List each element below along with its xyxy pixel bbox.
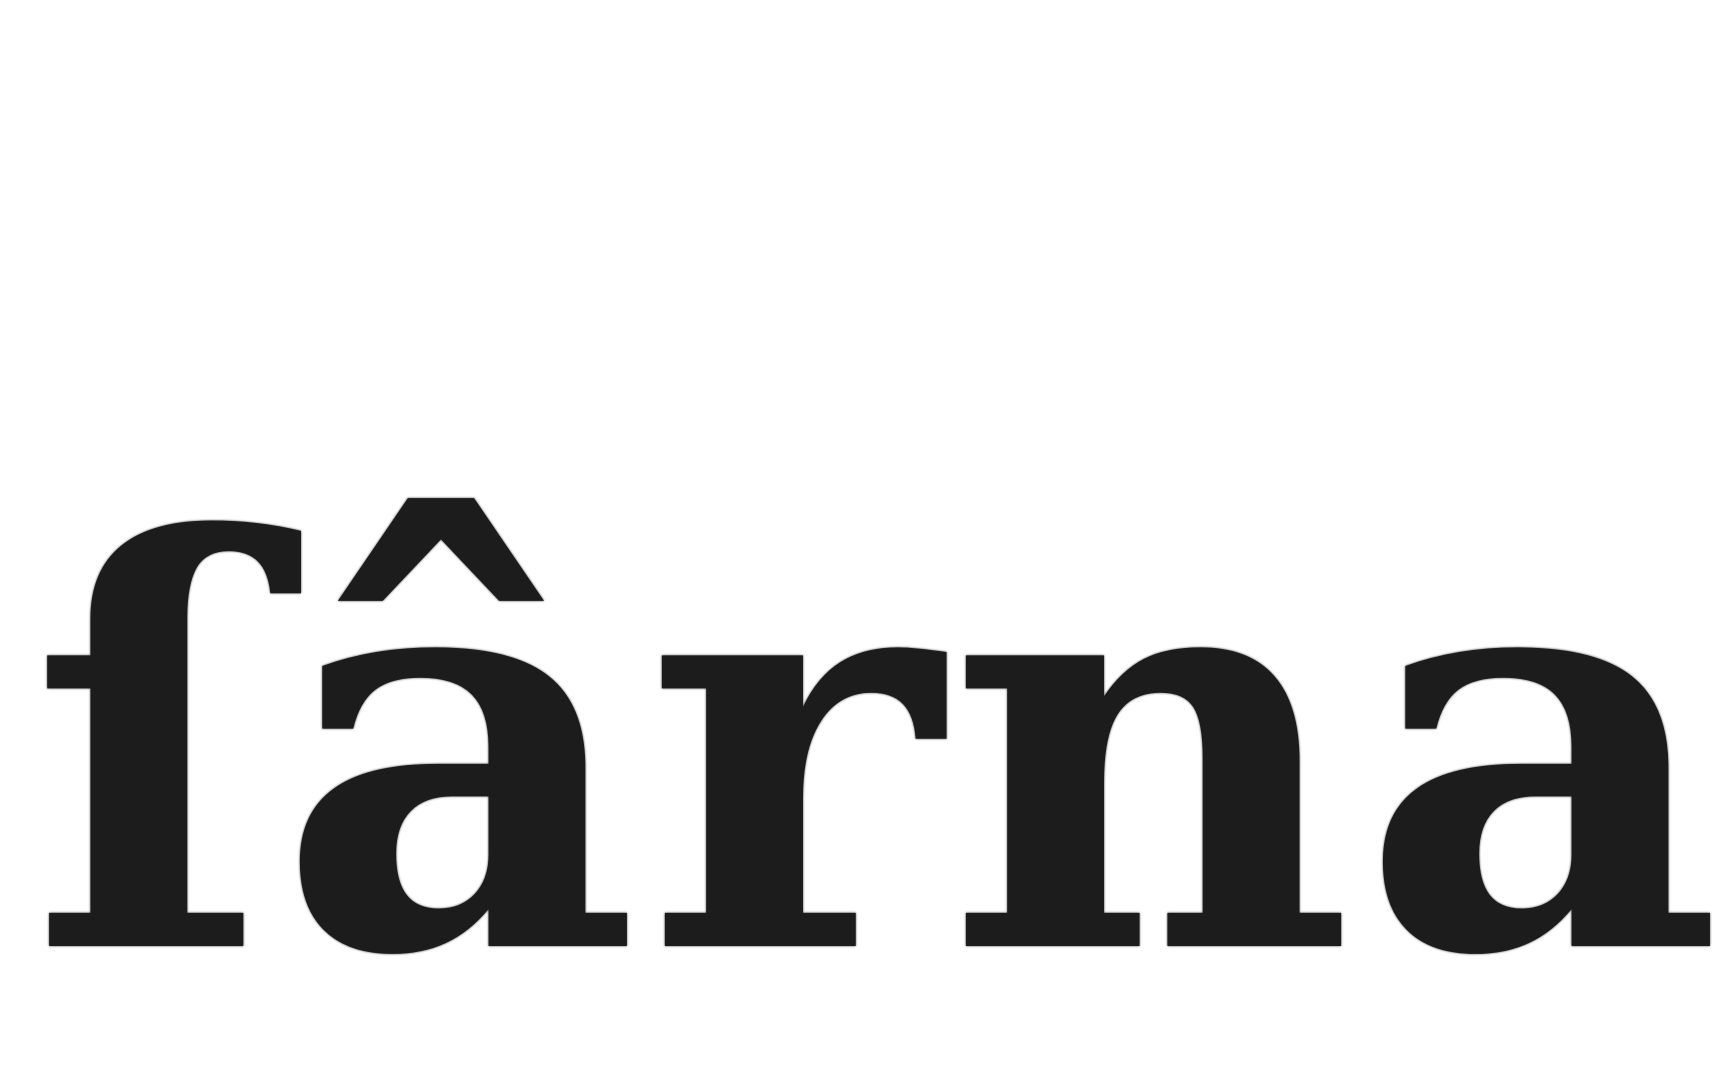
- scanned-word: ſârna: [30, 421, 1729, 1079]
